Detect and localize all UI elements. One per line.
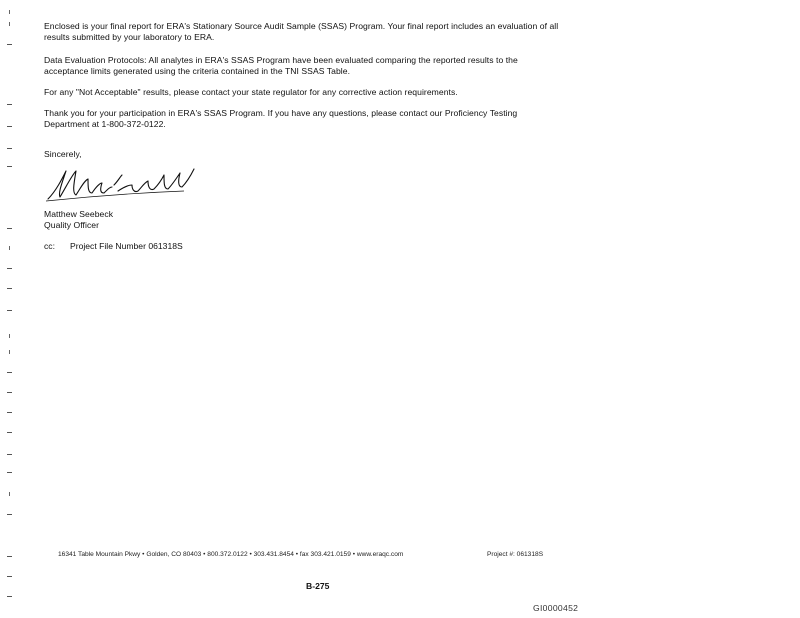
signer-title: Quality Officer	[44, 220, 100, 230]
thank-you-paragraph: Thank you for your participation in ERA's SSAS Program. If you have any questions, please contact our Proficiency Testing Department at 1-800-372-0122.	[44, 108, 518, 129]
handwritten-signature	[44, 165, 204, 207]
bates-number: GI0000452	[533, 603, 579, 613]
cc-label: cc:	[44, 241, 55, 251]
not-acceptable-paragraph: For any "Not Acceptable" results, please contact your state regulator for any corrective action requirements.	[44, 87, 458, 97]
page-number: B-275	[306, 581, 330, 591]
evaluation-protocols-paragraph: Data Evaluation Protocols: All analytes in ERA's SSAS Program have been evaluated comparing the reported results to the acceptance limits generated using the criteria contained in the TNI SSAS Table.	[44, 55, 518, 76]
footer-project-number: Project #: 061318S	[487, 551, 544, 558]
closing: Sincerely,	[44, 149, 82, 159]
footer-address: 16341 Table Mountain Pkwy • Golden, CO 80403 • 800.372.0122 • 303.431.8454 • fax 303.421.0159 • www.eraqc.com	[58, 551, 404, 558]
cc-project-file: Project File Number 061318S	[70, 241, 183, 251]
signer-name: Matthew Seebeck	[44, 209, 114, 219]
intro-paragraph: Enclosed is your final report for ERA's Stationary Source Audit Sample (SSAS) Program. Your final report includes an evaluation of all results submitted by your laboratory to ERA.	[44, 21, 559, 42]
